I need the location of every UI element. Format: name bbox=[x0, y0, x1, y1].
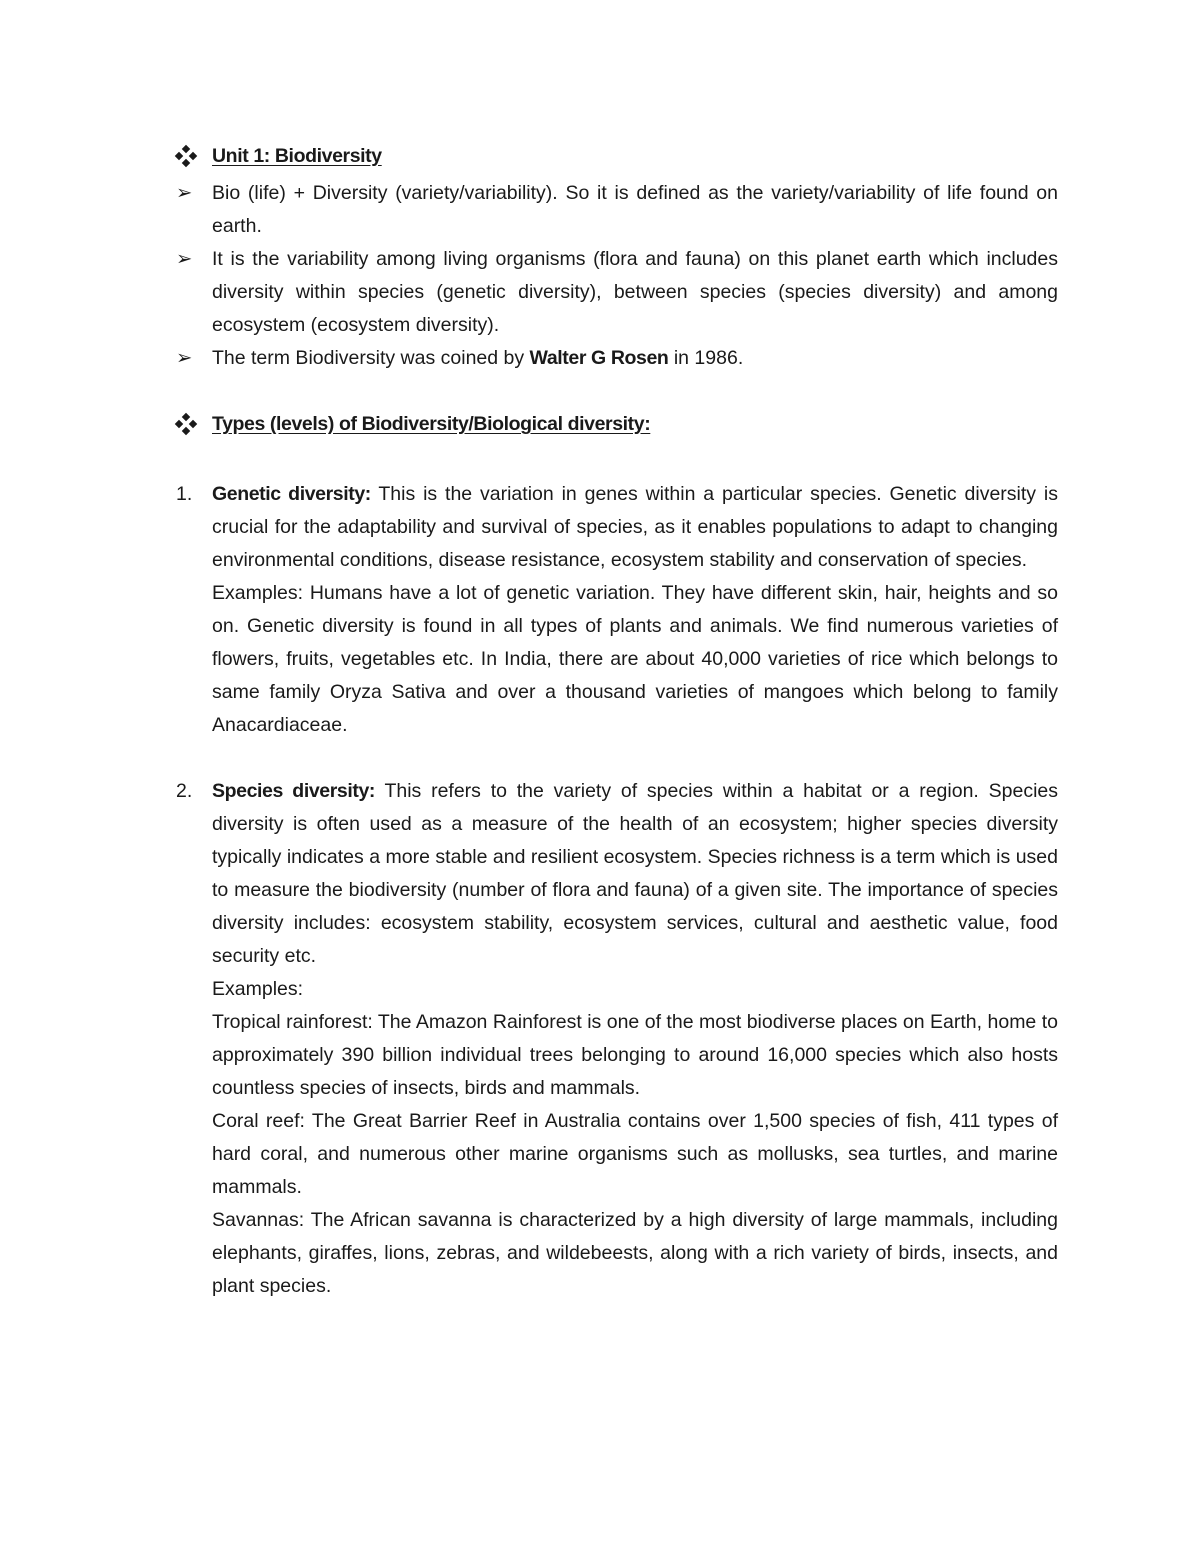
intro-bullet-text: Bio (life) + Diversity (variety/variability). So it is defined as the variety/variability of life found on earth. bbox=[212, 182, 1058, 237]
species-diversity-definition bbox=[212, 775, 1058, 973]
species-diversity-title: Species diversity: bbox=[212, 780, 376, 802]
coined-before: The term Biodiversity was coined by bbox=[212, 347, 530, 369]
list-item-body bbox=[212, 775, 1058, 1303]
intro-bullet-3 bbox=[176, 342, 1058, 375]
unit-heading: Unit 1: Biodiversity bbox=[212, 145, 382, 167]
spacer bbox=[176, 375, 1058, 408]
genetic-diversity-examples: Examples: Humans have a lot of genetic variation. They have different skin, hair, heights and so on. Genetic diversity is found in all types of plants and animals. We find numerous varieties of flowers, fruits, vegetables etc. In India, there are about 40,000 varieties of rice which belongs to same family Oryza Sativa and over a thousand varieties of mangoes which belong to family Anacardiaceae. bbox=[212, 582, 1058, 736]
document-content bbox=[176, 140, 1058, 1303]
arrow-bullet-icon: ➢ bbox=[176, 182, 193, 204]
coined-after: in 1986. bbox=[668, 347, 744, 369]
arrow-bullet-icon: ➢ bbox=[176, 248, 193, 270]
types-heading-row bbox=[176, 408, 1058, 445]
intro-bullet-2 bbox=[176, 243, 1058, 342]
diamond-bullet-icon bbox=[176, 140, 212, 177]
intro-bullet-1 bbox=[176, 177, 1058, 243]
species-examples-label: Examples: bbox=[212, 978, 304, 1000]
example-savannas: Savannas: The African savanna is characterized by a high diversity of large mammals, including elephants, giraffes, lions, zebras, and wildebeests, along with a rich variety of birds, insects, and plant species. bbox=[212, 1209, 1058, 1297]
list-number: 1. bbox=[176, 483, 193, 505]
unit-heading-row bbox=[176, 140, 1058, 177]
diamond-bullet-icon bbox=[176, 408, 212, 445]
genetic-diversity-text: This is the variation in genes within a particular species. Genetic diversity is crucial for the adaptability and survival of species, as it enables populations to adapt to changing environmental conditions, disease resistance, ecosystem stability and conservation of species. bbox=[212, 483, 1058, 571]
list-item-genetic-diversity bbox=[176, 478, 1058, 742]
genetic-diversity-definition bbox=[212, 478, 1058, 577]
list-number: 2. bbox=[176, 780, 193, 802]
list-item-body bbox=[212, 478, 1058, 742]
types-heading: Types (levels) of Biodiversity/Biological diversity: bbox=[212, 413, 651, 435]
example-coral-reef: Coral reef: The Great Barrier Reef in Australia contains over 1,500 species of fish, 411 types of hard coral, and numerous other marine organisms such as mollusks, sea turtles, and marine mammals. bbox=[212, 1110, 1058, 1198]
example-tropical-rainforest: Tropical rainforest: The Amazon Rainforest is one of the most biodiverse places on Earth, home to approximately 390 billion individual trees belonging to around 16,000 species which also hosts countless species of insects, birds and mammals. bbox=[212, 1011, 1058, 1099]
coined-name: Walter G Rosen bbox=[529, 347, 669, 369]
genetic-diversity-title: Genetic diversity: bbox=[212, 483, 371, 505]
list-item-species-diversity bbox=[176, 775, 1058, 1303]
coined-sentence bbox=[212, 342, 1058, 375]
arrow-bullet-icon: ➢ bbox=[176, 347, 193, 369]
intro-bullet-text: It is the variability among living organisms (flora and fauna) on this planet earth which includes diversity within species (genetic diversity), between species (species diversity) and among ecosystem (ecosystem diversity). bbox=[212, 248, 1058, 336]
spacer bbox=[176, 445, 1058, 478]
species-diversity-text: This refers to the variety of species within a habitat or a region. Species diversity is often used as a measure of the health of an ecosystem; higher species diversity typically indicates a more stable and resilient ecosystem. Species richness is a term which is used to measure the biodiversity (number of flora and fauna) of a given site. The importance of species diversity includes: ecosystem stability, ecosystem services, cultural and aesthetic value, food security etc. bbox=[212, 780, 1058, 967]
spacer bbox=[176, 742, 1058, 775]
